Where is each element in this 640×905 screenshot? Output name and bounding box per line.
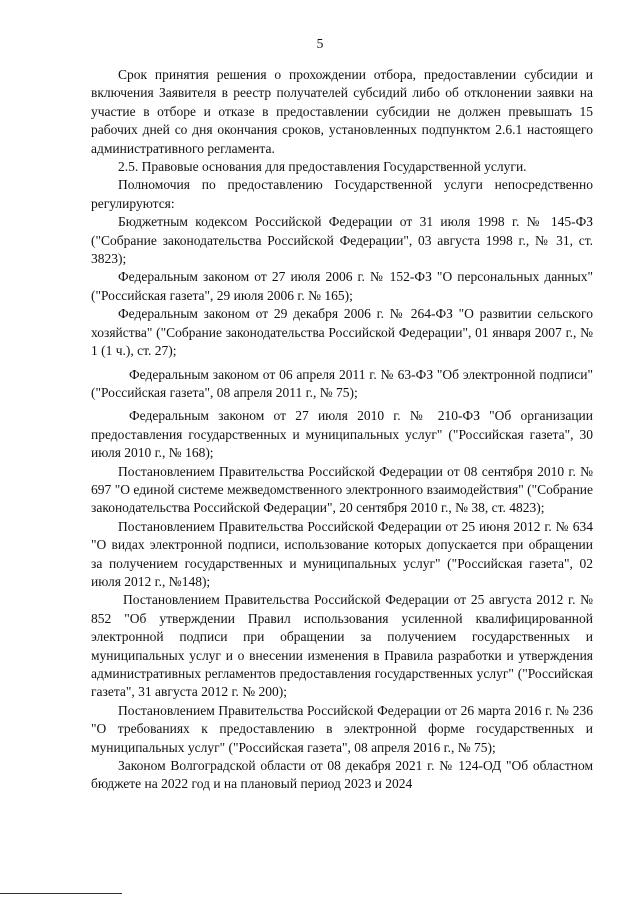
document-body bbox=[91, 66, 593, 794]
paragraph-resolution-697: Постановлением Правительства Российской Федерации от 08 сентября 2010 г. № 697 "О единой системе межведомственного электронного взаимодействия" ("Собрание законодательства Российской Федерации", 20 сентября 2010 г., № 38, ст. 4823); bbox=[91, 463, 593, 516]
footnote-divider bbox=[0, 893, 122, 894]
paragraph-law-63fz: Федеральным законом от 06 апреля 2011 г. № 63-ФЗ "Об электронной подписи" ("Российская газета", 08 апреля 2011 г., № 75); bbox=[91, 366, 593, 400]
paragraph-resolution-236: Постановлением Правительства Российской Федерации от 26 марта 2016 г. № 236 "О требованиях к предоставлению в электронной форме государственных и муниципальных услуг" ("Российская газета", 08 апреля 2016 г., № 75); bbox=[91, 702, 593, 755]
section-heading-legal-grounds: 2.5. Правовые основания для предоставления Государственной услуги. bbox=[118, 159, 527, 175]
paragraph-decision-deadline: Срок принятия решения о прохождении отбора, предоставлении субсидии и включения Заявителя в реестр получателей субсидий либо об отклонении заявки на участие в отборе и отказе в предоставлении субсидии не должен превышать 15 рабочих дней со дня окончания сроков, установленных подпунктом 2.6.1 настоящего административного регламента. bbox=[91, 67, 593, 156]
paragraph-law-152fz: Федеральным законом от 27 июля 2006 г. № 152-ФЗ "О персональных данных" ("Российская газета", 29 июля 2006 г. № 165); bbox=[91, 269, 593, 303]
paragraph-resolution-634: Постановлением Правительства Российской Федерации от 25 июня 2012 г. № 634 "О видах электронной подписи, использование которых допускается при обращении за получением государственных и муниципальных услуг" ("Российская газета", 02 июля 2012 г., №148); bbox=[91, 518, 593, 589]
paragraph-authority-intro: Полномочия по предоставлению Государственной услуги непосредственно регулируются: bbox=[91, 177, 593, 211]
paragraph-law-264fz: Федеральным законом от 29 декабря 2006 г. № 264-ФЗ "О развитии сельского хозяйства" ("Собрание законодательства Российской Федерации", 01 января 2007 г., № 1 (1 ч.), ст. 27); bbox=[91, 306, 593, 359]
paragraph-regional-law-124od: Законом Волгоградской области от 08 декабря 2021 г. № 124-ОД "Об областном бюджете на 2022 год и на плановый период 2023 и 2024 bbox=[91, 758, 593, 792]
paragraph-law-210fz: Федеральным законом от 27 июля 2010 г. № 210-ФЗ "Об организации предоставления государственных и муниципальных услуг" ("Российская газета", 30 июля 2010 г., № 168); bbox=[91, 408, 593, 461]
paragraph-budget-code: Бюджетным кодексом Российской Федерации от 31 июля 1998 г. № 145-ФЗ ("Собрание законодательства Российской Федерации", 03 августа 1998 г., № 31, ст. 3823); bbox=[91, 214, 593, 267]
paragraph-resolution-852: Постановлением Правительства Российской Федерации от 25 августа 2012 г. № 852 "Об утверждении Правил использования усиленной квалифицированной электронной подписи при обращении за получением государственных и муниципальных услуг и о внесении изменения в Правила разработки и утверждения административных регламентов предоставления государственных услуг" ("Российская газета", 31 августа 2012 г. № 200); bbox=[91, 592, 593, 700]
page-number: 5 bbox=[316, 36, 324, 51]
